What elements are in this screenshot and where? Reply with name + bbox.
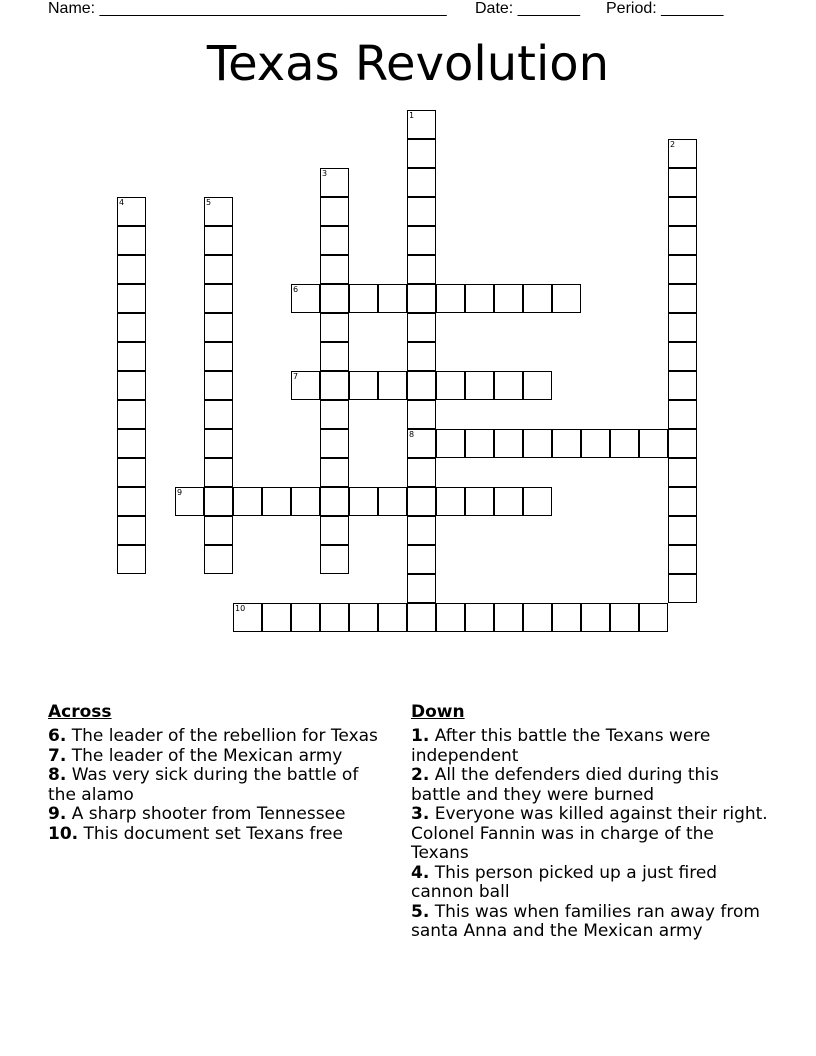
date-field: Date: _______ [475, 0, 580, 17]
grid-cell[interactable] [465, 429, 494, 458]
grid-cell[interactable] [291, 371, 320, 400]
grid-cell[interactable] [204, 400, 233, 429]
grid-cell[interactable] [668, 255, 697, 284]
grid-cell[interactable] [117, 313, 146, 342]
grid-cell[interactable] [639, 603, 668, 632]
grid-cell[interactable] [552, 603, 581, 632]
clue-number: 3 [322, 169, 328, 178]
down-heading: Down [411, 702, 465, 722]
grid-cell[interactable] [320, 168, 349, 197]
grid-cell[interactable] [668, 313, 697, 342]
grid-cell[interactable] [668, 516, 697, 545]
grid-cell[interactable] [291, 284, 320, 313]
clue-across-9: 9. A sharp shooter from Tennessee [48, 804, 346, 824]
clue-number: 6 [293, 285, 299, 294]
grid-cell[interactable] [668, 429, 697, 458]
grid-cell[interactable] [407, 458, 436, 487]
grid-cell[interactable] [204, 197, 233, 226]
grid-cell[interactable] [436, 284, 465, 313]
grid-cell[interactable] [378, 284, 407, 313]
clue-across-8: 8. Was very sick during the battle of the alamo [48, 765, 359, 805]
grid-cell[interactable] [117, 487, 146, 516]
grid-cell[interactable] [407, 400, 436, 429]
clue-down-4: 4. This person picked up a just fired cannon ball [411, 862, 718, 902]
grid-cell[interactable] [407, 284, 436, 313]
grid-cell[interactable] [378, 371, 407, 400]
clue-number: 8 [409, 430, 415, 439]
grid-cell[interactable] [465, 487, 494, 516]
grid-cell[interactable] [117, 545, 146, 574]
grid-cell[interactable] [668, 545, 697, 574]
clue-down-3: 3. Everyone was killed against their right. Colonel Fannin was in charge of the Texans [411, 804, 768, 863]
grid-cell[interactable] [581, 429, 610, 458]
grid-cell[interactable] [552, 429, 581, 458]
grid-cell[interactable] [494, 284, 523, 313]
grid-cell[interactable] [465, 371, 494, 400]
clue-number: 7 [293, 372, 299, 381]
grid-cell[interactable] [494, 487, 523, 516]
grid-cell[interactable] [117, 255, 146, 284]
grid-cell[interactable] [204, 458, 233, 487]
grid-cell[interactable] [523, 371, 552, 400]
grid-cell[interactable] [204, 284, 233, 313]
grid-cell[interactable] [349, 284, 378, 313]
grid-cell[interactable] [117, 197, 146, 226]
grid-cell[interactable] [639, 429, 668, 458]
grid-cell[interactable] [552, 284, 581, 313]
grid-cell[interactable] [668, 400, 697, 429]
grid-cell[interactable] [262, 603, 291, 632]
grid-cell[interactable] [407, 371, 436, 400]
grid-cell[interactable] [320, 516, 349, 545]
grid-cell[interactable] [668, 342, 697, 371]
clue-number: 2 [670, 140, 676, 149]
grid-cell[interactable] [407, 429, 436, 458]
grid-cell[interactable] [320, 429, 349, 458]
grid-cell[interactable] [204, 255, 233, 284]
grid-cell[interactable] [668, 574, 697, 603]
grid-cell[interactable] [320, 255, 349, 284]
grid-cell[interactable] [668, 168, 697, 197]
grid-cell[interactable] [349, 487, 378, 516]
clue-across-7: 7. The leader of the Mexican army [48, 745, 343, 766]
clue-down-5: 5. This was when families ran away from santa Anna and the Mexican army [411, 901, 760, 941]
grid-cell[interactable] [668, 487, 697, 516]
grid-cell[interactable] [407, 168, 436, 197]
clue-number: 5 [206, 198, 212, 207]
grid-cell[interactable] [320, 545, 349, 574]
grid-cell[interactable] [320, 313, 349, 342]
grid-cell[interactable] [378, 603, 407, 632]
grid-cell[interactable] [523, 487, 552, 516]
grid-cell[interactable] [407, 110, 436, 139]
grid-cell[interactable] [436, 487, 465, 516]
grid-cell[interactable] [117, 458, 146, 487]
puzzle-title: Texas Revolution [206, 36, 610, 92]
grid-cell[interactable] [407, 574, 436, 603]
clue-across-6: 6. The leader of the rebellion for Texas [48, 726, 378, 746]
grid-cell[interactable] [117, 284, 146, 313]
grid-cell[interactable] [465, 603, 494, 632]
clue-number: 1 [409, 111, 415, 120]
across-clues [48, 702, 388, 844]
grid-cell[interactable] [320, 226, 349, 255]
grid-cell[interactable] [204, 429, 233, 458]
grid-cell[interactable] [436, 371, 465, 400]
grid-cell[interactable] [117, 226, 146, 255]
grid-cell[interactable] [378, 487, 407, 516]
grid-cell[interactable] [668, 458, 697, 487]
grid-cell[interactable] [233, 487, 262, 516]
grid-cell[interactable] [204, 487, 233, 516]
grid-cell[interactable] [407, 342, 436, 371]
grid-cell[interactable] [117, 400, 146, 429]
clue-number: 4 [119, 198, 125, 207]
grid-cell[interactable] [204, 371, 233, 400]
grid-cell[interactable] [175, 487, 204, 516]
clue-number: 10 [235, 604, 246, 613]
grid-cell[interactable] [668, 139, 697, 168]
grid-cell[interactable] [291, 487, 320, 516]
period-field: Period: _______ [606, 0, 724, 17]
grid-cell[interactable] [320, 371, 349, 400]
grid-cell[interactable] [494, 429, 523, 458]
grid-cell[interactable] [436, 603, 465, 632]
grid-cell[interactable] [320, 603, 349, 632]
grid-cell[interactable] [320, 197, 349, 226]
clue-number: 9 [177, 488, 183, 497]
grid-cell[interactable] [523, 603, 552, 632]
grid-cell[interactable] [320, 487, 349, 516]
grid-cell[interactable] [610, 603, 639, 632]
grid-cell[interactable] [204, 545, 233, 574]
grid-cell[interactable] [117, 342, 146, 371]
grid-cell[interactable] [407, 226, 436, 255]
grid-cell[interactable] [668, 371, 697, 400]
grid-cell[interactable] [204, 516, 233, 545]
grid-cell[interactable] [436, 429, 465, 458]
grid-cell[interactable] [233, 603, 262, 632]
grid-cell[interactable] [465, 284, 494, 313]
grid-cell[interactable] [320, 342, 349, 371]
across-heading: Across [48, 702, 112, 722]
grid-cell[interactable] [320, 458, 349, 487]
grid-cell[interactable] [204, 313, 233, 342]
grid-cell[interactable] [407, 255, 436, 284]
grid-cell[interactable] [291, 603, 320, 632]
grid-cell[interactable] [407, 603, 436, 632]
clue-across-10: 10. This document set Texans free [48, 823, 343, 844]
grid-cell[interactable] [494, 371, 523, 400]
grid-cell[interactable] [204, 226, 233, 255]
grid-cell[interactable] [610, 429, 639, 458]
grid-cell[interactable] [407, 487, 436, 516]
grid-cell[interactable] [668, 226, 697, 255]
grid-cell[interactable] [349, 371, 378, 400]
clue-down-2: 2. All the defenders died during this battle and they were burned [411, 765, 719, 805]
grid-cell[interactable] [407, 516, 436, 545]
grid-cell[interactable] [523, 429, 552, 458]
down-clues [411, 702, 771, 942]
grid-cell[interactable] [407, 197, 436, 226]
grid-cell[interactable] [117, 516, 146, 545]
grid-cell[interactable] [262, 487, 291, 516]
grid-cell[interactable] [581, 603, 610, 632]
grid-cell[interactable] [320, 284, 349, 313]
grid-cell[interactable] [523, 284, 552, 313]
grid-cell[interactable] [407, 313, 436, 342]
grid-cell[interactable] [494, 603, 523, 632]
grid-cell[interactable] [204, 342, 233, 371]
clue-down-1: 1. After this battle the Texans were independent [411, 726, 711, 766]
grid-cell[interactable] [117, 429, 146, 458]
grid-cell[interactable] [668, 284, 697, 313]
grid-cell[interactable] [407, 139, 436, 168]
name-field: Name: _______________________________________ [48, 0, 447, 17]
grid-cell[interactable] [349, 603, 378, 632]
grid-cell[interactable] [320, 400, 349, 429]
grid-cell[interactable] [668, 197, 697, 226]
grid-cell[interactable] [407, 545, 436, 574]
grid-cell[interactable] [117, 371, 146, 400]
